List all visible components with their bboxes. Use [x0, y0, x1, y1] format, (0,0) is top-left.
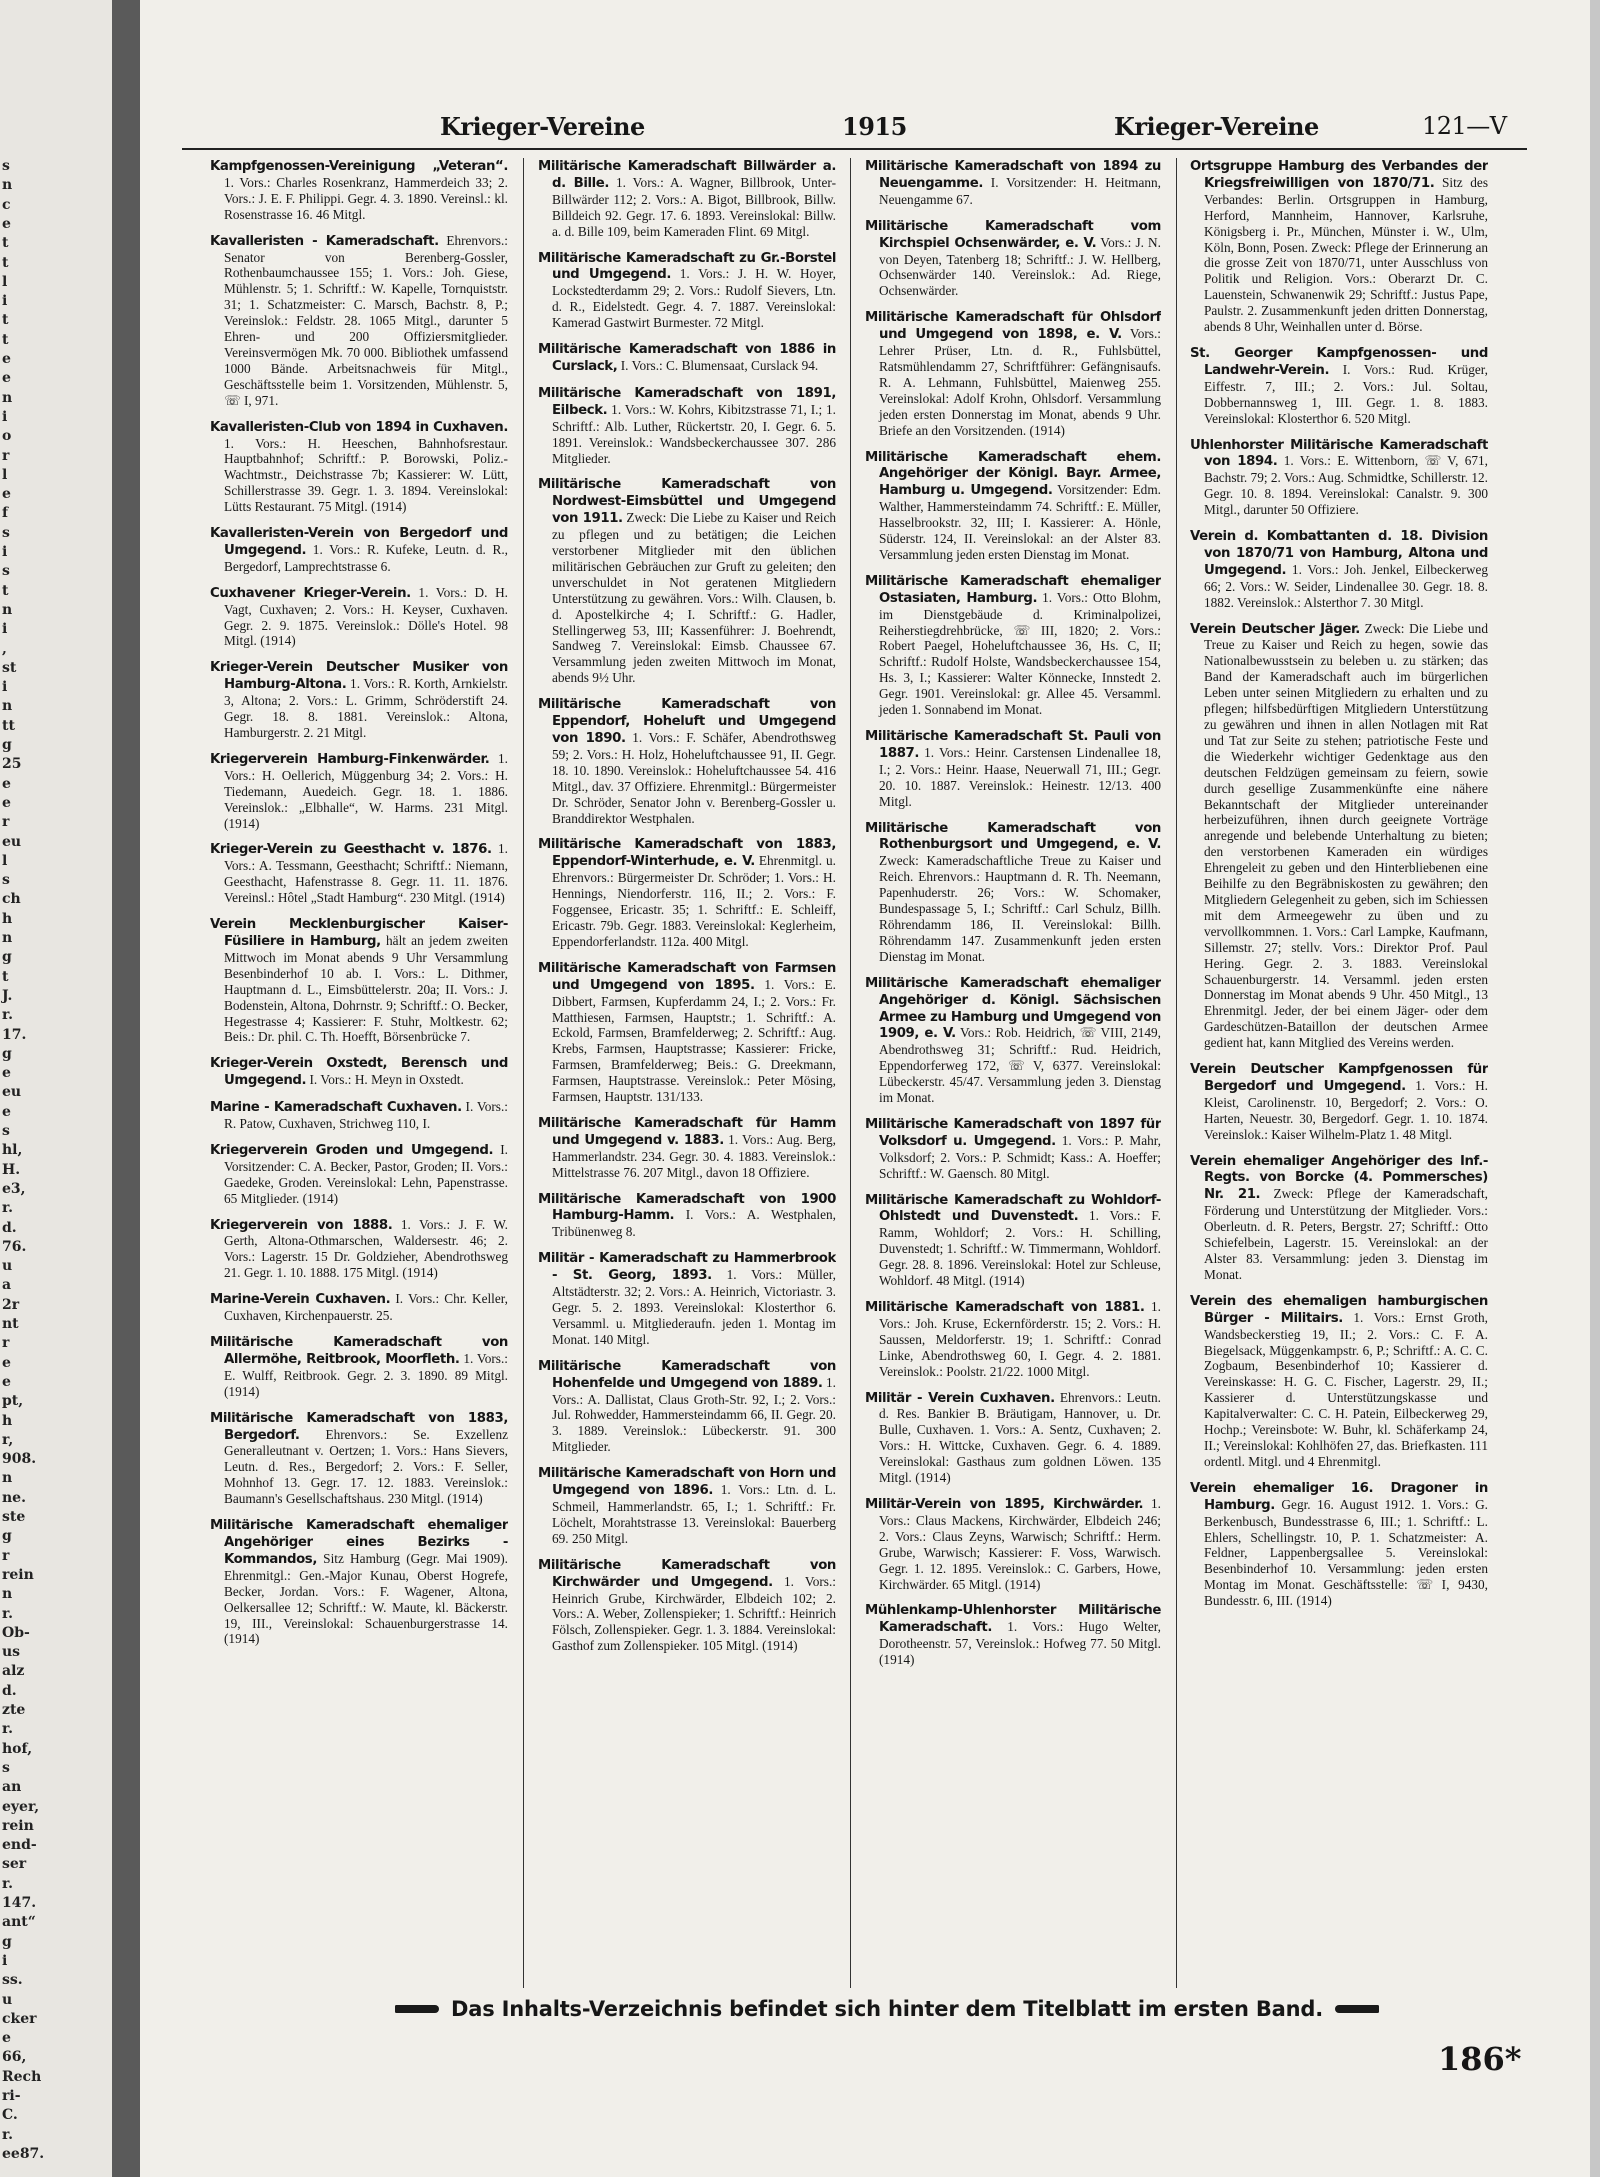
- strip-fragment: e: [2, 1373, 11, 1390]
- strip-fragment: r: [2, 1335, 10, 1352]
- strip-fragment: e: [2, 486, 11, 503]
- column-divider: [850, 158, 851, 1988]
- entry-text: I. Vorsitzender: H. Heitmann, Neuengamme 67.: [879, 174, 1161, 207]
- entry-title: Militärische Kameradschaft von 1883, Bergedorf.: [210, 1410, 508, 1443]
- entry-text: Ehrenvors.: Senator von Berenberg-Gossler, Rothenbaumchaussee 155; 1. Vors.: Joh. Giese, Mühlenstr. 5; 1. Schriftf.: W. Kapelle, Tornquiststr. 31; 1. Schatzmeister: C. Marsch, Bachstr. 8, P.; Vereinslok.: Feldstr. 28. 1065 Mitgl., darunter 5 Ehren- und 200 Offiziersmitglieder. Vereinsvermögen Mk. 70 000. Bibliothek umfassend 1000 Bände. Arbeitsnachweis für Mitgl., Geschäftsstelle beim 1. Vorsitzenden, Mühlenstr. 5, ☏ I, 971.: [224, 232, 508, 408]
- entry-title: Verein Deutscher Kampfgenossen für Bergedorf und Umgegend.: [1190, 1062, 1488, 1094]
- column-divider: [523, 158, 524, 1988]
- entry-text: Vors.: J. N. von Deyen, Tatenberg 18; Schriftf.: J. W. Hellberg, Ochsenwärder 140. Vereinslok.: Ad. Riege, Ochsenwärder.: [879, 234, 1161, 299]
- directory-entry: [1190, 1293, 1488, 1470]
- directory-entry: [538, 836, 836, 949]
- directory-entry: [210, 1291, 508, 1324]
- directory-entry: [538, 1557, 836, 1654]
- entry-text: 1. Vors.: H. Heeschen, Bahnhofsrestaur. Hauptbahnhof; Schriftf.: P. Borowski, Poliz.-Wachtmstr., Deichstrasse 7b; Kassierer: W. Lütt, Schillerstrasse 39. Gegr. 1. 3. 1894. Vereinslokal: Lütts Restaurant. 75 Mitgl. (1914): [224, 435, 508, 515]
- entry-text: 1. Vors.: Müller, Altstädterstr. 32; 2. Vors.: A. Heinrich, Victoriastr. 3. Gegr. 5. 2. 1893. Vereinslokal: Klosterthor 6. Versamml. u. Mitgliederaufn. jeden 1. Montag im Monat. 140 Mitgl.: [552, 1267, 836, 1347]
- directory-entry: [538, 1115, 836, 1181]
- directory-entry: [538, 250, 836, 332]
- entry-title: Militärische Kameradschaft für Hamm und Umgegend v. 1883.: [538, 1115, 836, 1148]
- directory-entry: [210, 1099, 508, 1132]
- entry-title: Militär - Verein Cuxhaven.: [865, 1390, 1055, 1406]
- entry-text: I. Vors.: R. Patow, Cuxhaven, Strichweg 110, I.: [224, 1099, 508, 1132]
- strip-fragment: s: [2, 524, 10, 541]
- strip-fragment: an: [2, 1779, 22, 1796]
- strip-fragment: i: [2, 1952, 8, 1969]
- strip-fragment: g: [2, 1933, 12, 1950]
- entry-title: Kavalleristen-Club von 1894 in Cuxhaven.: [210, 419, 508, 435]
- strip-fragment: st: [2, 659, 17, 676]
- directory-entry: [865, 573, 1161, 718]
- entry-text: 1. Vors.: Claus Mackens, Kirchwärder, Elbdeich 246; 2. Vors.: Claus Zeyns, Warwisch; Schriftf.: Herm. Grube, Warwisch; Kassierer: F. Voss, Warwisch. Gegr. 1. 12. 1895. Vereinslok.: C. Garbers, Howe, Kirchwärder. 65 Mitgl. (1914): [879, 1495, 1161, 1592]
- strip-fragment: r.: [2, 1875, 13, 1892]
- entry-title: Militärische Kameradschaft zu Gr.-Borstel und Umgegend.: [538, 250, 836, 283]
- strip-fragment: rein: [2, 1566, 34, 1583]
- strip-fragment: hl,: [2, 1142, 23, 1159]
- strip-fragment: e: [2, 1065, 11, 1082]
- strip-fragment: 76.: [2, 1238, 27, 1255]
- entry-text: 1. Vors.: E. Dibbert, Farmsen, Kupferdamm 24, I.; 2. Vors.: Fr. Matthiesen, Farmsen, Hauptstr.; 1. Schriftf.: A. Eckold, Farmsen, Bramfelderweg; 2. Schriftf.: Aug. Krebs, Farmsen, Hauptstrasse; Kassierer: Fricke, Farmsen, Bramfelderweg; Beis.: G. Dreekmann, Farmsen, Hauptstrasse. Vereinslok.: Peter Mösing, Farmsen, Hauptstr. 131/133.: [552, 976, 836, 1105]
- entry-text: I. Vors.: H. Meyn in Oxstedt.: [306, 1072, 464, 1088]
- entry-text: 1. Vors.: Ltn. d. L. Schmeil, Hammerlandstr. 65, I.; 1. Schriftf.: Fr. Löchelt, Morahtstrasse 13. Vereinslokal: Bauerberg 69. 250 Mitgl.: [552, 1482, 836, 1546]
- strip-fragment: i: [2, 621, 8, 638]
- strip-fragment: e: [2, 351, 11, 367]
- strip-fragment: ne.: [2, 1489, 26, 1506]
- strip-fragment: r: [2, 447, 10, 464]
- entry-title: Militärische Kameradschaft für Ohlsdorf und Umgegend von 1898, e. V.: [865, 310, 1161, 343]
- entry-title: Militärische Kameradschaft von Hohenfelde und Umgegend von 1889.: [538, 1358, 836, 1391]
- strip-fragment: r: [2, 1547, 10, 1564]
- directory-entry: [210, 916, 508, 1045]
- page-number: 186*: [1438, 2040, 1522, 2078]
- strip-fragment: i: [2, 679, 8, 696]
- strip-fragment: r.: [2, 1605, 13, 1622]
- strip-fragment: u: [2, 1991, 13, 2008]
- entry-text: 1. Vors.: A. Tessmann, Geesthacht; Schriftf.: Niemann, Geesthacht, Hafenstrasse 8. Gegr. 11. 11. 1876. Vereinsl.: Hôtel „Stadt Hamburg“. 230 Mitgl. (1914): [224, 841, 508, 906]
- strip-fragment: s: [2, 1759, 10, 1776]
- entry-text: 1. Vors.: Joh. Jenkel, Eilbeckerweg 66; 2. Vors.: W. Seider, Lindenallee 30. Gegr. 18. 8. 1882. Vereinslok.: Alsterthor 7. 30 Mitgl.: [1204, 561, 1488, 610]
- entry-text: 1. Vors.: E. Wittenborn, ☏ V, 671, Bachstr. 79; 2. Vors.: Aug. Schmidtke, Schillerstr. 12. Gegr. 10. 8. 1894. Vereinslokal: Canalstr. 9. 300 Mitgl., darunter 50 Offiziere.: [1204, 453, 1488, 518]
- entry-title: Uhlenhorster Militärische Kameradschaft von 1894.: [1190, 437, 1488, 470]
- strip-fragment: h: [2, 1412, 13, 1429]
- entry-title: Militärische Kameradschaft ehemaliger Angehöriger d. Königl. Sächsischen Armee zu Hamburg und Umgegend von 1909, e. V.: [865, 975, 1161, 1042]
- strip-fragment: e: [2, 775, 11, 792]
- strip-fragment: g: [2, 949, 12, 966]
- strip-fragment: e: [2, 1103, 11, 1120]
- entry-text: 1. Vors.: A. Dallistat, Claus Groth-Str. 92, I.; 2. Vors.: Jul. Rohwedder, Hammersteindamm 66, II. Gegr. 20. 3. 1889. Vereinslok.: Lübeckerstr. 91. 300 Mitglieder.: [552, 1374, 836, 1455]
- entry-title: Militärische Kameradschaft von 1891, Eilbeck.: [538, 385, 836, 418]
- entry-title: Militärische Kameradschaft von 1900 Hamburg-Hamm.: [538, 1191, 836, 1224]
- strip-fragment: ste: [2, 1509, 26, 1525]
- strip-fragment: ee87.: [2, 2145, 45, 2162]
- strip-fragment: eu: [2, 833, 22, 850]
- entry-title: Krieger-Verein Oxstedt, Berensch und Umgegend.: [210, 1056, 508, 1089]
- entry-title: Militärische Kameradschaft zu Wohldorf-Ohlstedt und Duvenstedt.: [865, 1192, 1161, 1225]
- entry-title: Militärische Kameradschaft von 1881.: [865, 1300, 1145, 1315]
- directory-entry: [865, 728, 1161, 810]
- entry-title: Militärische Kameradschaft von Allermöhe, Reitbrook, Moorfleth.: [210, 1335, 508, 1367]
- directory-entry: [865, 1192, 1161, 1289]
- directory-entry: [210, 525, 508, 575]
- directory-entry: [1190, 345, 1488, 427]
- strip-fragment: e: [2, 215, 11, 232]
- strip-fragment: nt: [2, 1316, 19, 1332]
- directory-entry: [865, 820, 1161, 965]
- entry-text: 1. Vors.: H. Oellerich, Müggenburg 34; 2. Vors.: H. Tiedemann, Auedeich. Gegr. 18. 1. 1886. Vereinslok.: „Elbhalle“, W. Harms. 231 Mitgl. (1914): [224, 750, 508, 831]
- directory-entry: [1190, 158, 1488, 335]
- strip-fragment: r.: [2, 1007, 13, 1024]
- entry-text: I. Vorsitzender: C. A. Becker, Pastor, Groden; II. Vors.: Gaedeke, Groden. Vereinslokal: Lehn, Papenstrasse. 65 Mitglieder. (1914): [224, 1141, 508, 1206]
- directory-entry: [865, 449, 1161, 563]
- column-2: [538, 158, 836, 1988]
- strip-fragment: ,: [2, 640, 7, 657]
- strip-fragment: d.: [2, 1682, 17, 1699]
- strip-fragment: zte: [2, 1702, 26, 1718]
- entry-text: 1. Vors.: Heinr. Carstensen Lindenallee 18, I.; 2. Vors.: Heinr. Haase, Neuerwall 71, III.; Gegr. 20. 10. 1887. Vereinslok.: Heinestr. 12/13. 400 Mitgl.: [879, 744, 1161, 809]
- entry-title: St. Georger Kampfgenossen- und Landwehr-Verein.: [1190, 345, 1488, 378]
- strip-fragment: e: [2, 2030, 11, 2047]
- strip-fragment: 908.: [2, 1451, 37, 1468]
- directory-entry: [210, 1217, 508, 1282]
- strip-fragment: eyer,: [2, 1798, 40, 1815]
- pointing-hand-icon: [1335, 2002, 1379, 2016]
- directory-entry: [538, 1358, 836, 1455]
- directory-entry: [210, 419, 508, 515]
- entry-text: 1. Vors.: Otto Blohm, im Dienstgebäude d. Kriminalpolizei, Reiherstiegdrehbrücke, ☏ III, 1820; 2. Vors.: Robert Paegel, Hoheluftchaussee 36, Hs. C, II; Schriftf.: Rudolf Holste, Wandsbeckerchaussee 154, Hs. 3, I.; Kassierer: Walter Könnecke, Innstedt 2. Gegr. 1901. Vereinslokal: gr. Allee 45. Versamml. jeden 1. Sonnabend im Monat.: [879, 589, 1161, 718]
- entry-text: Vors.: Lehrer Prüser, Ltn. d. R., Fuhlsbüttel, Ratsmühlendamm 27, Schriftführer: Gefängnisaufs. R. A. Lehmann, Fuhlsbüttel, Maienweg 255. Vereinslokal: Adolf Krohn, Ohlsdorf. Versammlung jeden ersten Donnerstag im Monat, abends 9 Uhr. Briefe an den Vorsitzenden. (1914): [879, 326, 1161, 438]
- entry-title: Militärische Kameradschaft von Horn und Umgegend von 1896.: [538, 1466, 836, 1499]
- entry-title: Militärische Kameradschaft von 1883, Eppendorf-Winterhude, e. V.: [538, 837, 836, 870]
- strip-fragment: t: [2, 235, 9, 252]
- strip-fragment: H.: [2, 1161, 21, 1178]
- strip-fragment: h: [2, 910, 13, 927]
- strip-fragment: ri-: [2, 2088, 21, 2104]
- directory-entry: [865, 309, 1161, 438]
- column-4: [1190, 158, 1488, 1988]
- directory-entry: [538, 1465, 836, 1547]
- directory-entry: [538, 158, 836, 240]
- directory-entry: [865, 1496, 1161, 1592]
- document-page: [140, 0, 1600, 2177]
- entry-title: Krieger-Verein Deutscher Musiker von Hamburg-Altona.: [210, 660, 508, 693]
- entry-title: Militärische Kameradschaft von Nordwest-Eimsbüttel und Umgegend von 1911.: [538, 477, 836, 527]
- entry-title: Ortsgruppe Hamburg des Verbandes der Kriegsfreiwilligen von 1870/71.: [1190, 159, 1488, 191]
- strip-fragment: g: [2, 737, 12, 753]
- directory-entry: [538, 696, 836, 826]
- strip-fragment: n: [2, 930, 13, 946]
- entry-text: 1. Vors.: H. Kleist, Carolinenstr. 10, Bergedorf; 2. Vors.: O. Harten, Neuestr. 30, Bergedorf. Gegr. 1. 10. 1874. Vereinslok.: Kaiser Wilhelm-Platz 1. 48 Mitgl.: [1204, 1077, 1488, 1142]
- entry-title: Militärische Kameradschaft ehemaliger Ostasiaten, Hamburg.: [865, 573, 1161, 606]
- strip-fragment: us: [2, 1644, 21, 1661]
- directory-entry: [865, 218, 1161, 300]
- entry-text: 1. Vors.: Joh. Kruse, Eckernförderstr. 15; 2. Vors.: H. Saussen, Meldorferstr. 19; 1. Schriftf.: Conrad Linke, Abendrothsweg 60, I. Gegr. 4. 2. 1881. Vereinslok.: Poolstr. 21/22. 1000 Mitgl.: [879, 1299, 1161, 1379]
- strip-fragment: l: [2, 466, 8, 483]
- strip-fragment: r,: [2, 1431, 14, 1448]
- strip-fragment: cker: [2, 2010, 37, 2027]
- entry-title: Militärische Kameradschaft von 1886 in Curslack,: [538, 342, 836, 374]
- adjacent-page-strip: [0, 0, 112, 2177]
- entry-text: 1. Vors.: E. Wulff, Reitbrook. Gegr. 2. 3. 1890. 89 Mitgl. (1914): [224, 1350, 508, 1399]
- directory-entry: [210, 841, 508, 906]
- entry-title: Militärische Kameradschaft St. Pauli von 1887.: [865, 729, 1161, 761]
- header-year: 1915: [842, 112, 907, 141]
- strip-fragment: r: [2, 814, 10, 831]
- entry-text: 1. Vors.: R. Kufeke, Leutn. d. R., Bergedorf, Lamprechtstrasse 6.: [224, 541, 508, 574]
- directory-entry: [538, 1250, 836, 1347]
- strip-fragment: r.: [2, 1721, 13, 1738]
- strip-fragment: n: [2, 698, 13, 715]
- footer-text: Das Inhalts-Verzeichnis befindet sich hinter dem Titelblatt im ersten Band.: [451, 1997, 1324, 2021]
- directory-entry: [865, 158, 1161, 208]
- strip-fragment: t: [2, 968, 9, 985]
- strip-fragment: d.: [2, 1219, 17, 1236]
- directory-entry: [210, 1142, 508, 1207]
- directory-entry: [1190, 1480, 1488, 1609]
- entry-text: I. Vors.: A. Westphalen, Tribünenweg 8.: [552, 1207, 836, 1240]
- entry-title: Marine - Kameradschaft Cuxhaven.: [210, 1100, 462, 1116]
- strip-fragment: pt,: [2, 1393, 24, 1410]
- strip-fragment: 66,: [2, 2049, 27, 2066]
- entry-title: Militärische Kameradschaft von Farmsen und Umgegend von 1895.: [538, 960, 836, 993]
- entry-text: Sitz des Verbandes: Berlin. Ortsgruppen in Hamburg, Herford, Mannheim, Hannover, Karlsruhe, Königsberg i. Pr., München, Münster i. W., Ulm, Köln, Bonn, Posen. Zweck: Pflege der Erinnerung an die grosse Zeit von 1870/71, unter Ausschluss von Politik und Religion. Vors.: Oberarzt Dr. C. Lauenstein, Schwanenwik 29; Schriftf.: Justus Pape, Paulstr. 2. Zusammenkunft jeden dritten Donnerstag, abends 8 Uhr, Weinhallen unter d. Börse.: [1204, 174, 1488, 335]
- entry-title: Kavalleristen - Kameradschaft.: [210, 233, 439, 249]
- strip-fragment: f: [2, 505, 9, 522]
- entry-text: 1. Vors.: F. Ramm, Wohldorf; 2. Vors.: H. Schilling, Duvenstedt; 1. Schriftf.: W. Timmermann, Wohldorf. Gegr. 28. 8. 1896. Vereinslokal: Hotel zur Schleuse, Wohldorf. 48 Mitgl. (1914): [879, 1208, 1161, 1289]
- directory-entry: [538, 1191, 836, 1241]
- strip-fragment: l: [2, 273, 8, 290]
- strip-fragment: n: [2, 389, 13, 406]
- entry-text: 1. Vors.: Aug. Berg, Hammerlandstr. 234. Gegr. 30. 4. 1883. Vereinslok.: Mittelstrasse 76. 207 Mitgl., davon 18 Offiziere.: [552, 1131, 836, 1180]
- strip-fragment: n: [2, 601, 13, 618]
- strip-fragment: t: [2, 331, 9, 348]
- strip-fragment: s: [2, 563, 10, 580]
- strip-fragment: ant“: [2, 1914, 36, 1931]
- entry-text: Ehrenvors.: Se. Exzellenz Generalleutnant v. Oertzen; 1. Vors.: Hans Sievers, Leutn. d. Res., Bergedorf; 2. Vors.: F. Seller, Mohnhof 13. Gegr. 17. 12. 1883. Vereinslok.: Baumann's Gesellschaftshaus. 230 Mitgl. (1914): [224, 1426, 508, 1507]
- directory-entry: [210, 233, 508, 409]
- directory-entry: [865, 1602, 1161, 1668]
- header-left: Krieger-Vereine: [440, 112, 645, 141]
- strip-fragment: ch: [2, 891, 21, 908]
- entry-text: Sitz Hamburg (Gegr. Mai 1909). Ehrenmitgl.: Gen.-Major Kunau, Oberst Hogrefe, Becker, Jordan. Vors.: F. Wagener, Altona, Oelkersallee 12; Schriftf.: W. Maute, kl. Bäckerstr. 19, III., Vereinslokal: Schauenburgerstrasse 14. (1914): [224, 1550, 508, 1647]
- strip-fragment: e: [2, 794, 11, 811]
- strip-fragment: t: [2, 312, 9, 329]
- entry-title: Verein d. Kombattanten d. 18. Division von 1870/71 von Hamburg, Altona und Umgegend.: [1190, 529, 1488, 578]
- entry-title: Militärische Kameradschaft von Eppendorf, Hoheluft und Umgegend von 1890.: [538, 697, 836, 746]
- entry-text: 1. Vors.: Heinrich Grube, Kirchwärder, Elbdeich 102; 2. Vors.: A. Weber, Zollenspieker; 1. Schriftf.: Heinrich Fölsch, Zollenspieker. Gegr. 1. 3. 1884. Vereinslokal: Gasthof zum Zollenspieker. 105 Mitgl. (1914): [552, 1573, 836, 1654]
- strip-fragment: J.: [2, 987, 13, 1004]
- entry-text: 1. Vors.: A. Wagner, Billbrook, Unter-Billwärder 112; 2. Vors.: A. Bigot, Billbrook, Billw. Billdeich 92. Gegr. 17. 6. 1893. Vereinslokal: Billw. a. d. Bille 109, beim Kameraden Flint. 69 Mitgl.: [552, 174, 836, 239]
- strip-fragment: ser: [2, 1856, 27, 1873]
- entry-text: Zweck: Pflege der Kameradschaft, Förderung und Unterstützung der Mitglieder. Vors.: Oberleutn. d. R. Peters, Bergstr. 27; Schriftf.: Otto Schiefelbein, Lagerstr. 15. Vereinslokal: an der Alster 83. Versammlung: jeden 3. Dienstag im Monat.: [1204, 1186, 1488, 1282]
- strip-fragment: e: [2, 370, 11, 387]
- entry-text: 1. Vors.: Charles Rosenkranz, Hammerdeich 33; 2. Vors.: J. E. F. Philippi. Gegr. 4. 3. 1890. Vereinsl.: kl. Rosenstrasse 16. 46 Mitgl.: [224, 174, 508, 222]
- directory-entry: [1190, 437, 1488, 519]
- strip-fragment: i: [2, 408, 8, 425]
- header-page: 121—V: [1422, 112, 1507, 140]
- entry-text: 1. Vors.: P. Mahr, Volksdorf; 2. Vors.: P. Schmidt; Kass.: A. Hoeffer; Schriftf.: W. Gaensch. 80 Mitgl.: [879, 1132, 1161, 1181]
- strip-fragment: l: [2, 852, 8, 869]
- entry-title: Cuxhavener Krieger-Verein.: [210, 585, 411, 601]
- entry-text: Ehrenvors.: Leutn. d. Res. Bankier B. Bräutigam, Hannover, u. Dr. Bulle, Cuxhaven. 1. Vors.: A. Sentz, Cuxhaven; 2. Vors.: H. Wittcke, Cuxhaven. Gegr. 6. 4. 1889. Vereinslokal: Gasthaus zum goldnen Löwen. 135 Mitgl. (1914): [879, 1389, 1161, 1486]
- directory-entry: [1190, 1153, 1488, 1283]
- strip-fragment: i: [2, 544, 8, 560]
- entry-text: I. Vors.: Chr. Keller, Cuxhaven, Kirchenpauerstr. 25.: [224, 1291, 508, 1324]
- entry-title: Militärische Kameradschaft von Kirchwärder und Umgegend.: [538, 1557, 836, 1590]
- directory-entry: [210, 1517, 508, 1647]
- directory-entry: [210, 659, 508, 741]
- strip-fragment: s: [2, 1123, 10, 1139]
- entry-title: Militärische Kameradschaft von Rothenburgsort und Umgegend, e. V.: [865, 820, 1161, 853]
- entry-title: Kavalleristen-Verein von Bergedorf und Umgegend.: [210, 526, 508, 558]
- entry-text: Zweck: Kameradschaftliche Treue zu Kaiser und Reich. Ehrenvors.: Hauptmann d. R. Th. Neemann, Papenhuderstr. 26; Vors.: W. Schomaker, Bundespassage 5, I.; Schriftf.: Carl Schulz, Billh. Röhrendamm 186, II. Vereinslokal: Billh. Röhrendamm 147. Zusammenkunft jeden ersten Dienstag im Monat.: [879, 853, 1161, 964]
- column-3: [865, 158, 1161, 1988]
- page-edge: [1590, 0, 1600, 2177]
- directory-entry: [210, 1055, 508, 1089]
- directory-entry: [865, 1390, 1161, 1486]
- entry-text: 1. Vors.: W. Kohrs, Kibitzstrasse 71, I.; 1. Schriftf.: Alb. Luther, Rückertstr. 20, I. Gegr. 6. 5. 1891. Vereinslok.: Wandsbeckerchaussee 307. 286 Mitglieder.: [552, 401, 836, 466]
- entry-text: 1. Vors.: F. Schäfer, Abendrothsweg 59; 2. Vors.: H. Holz, Hoheluftchaussee 91, II. Gegr. 18. 10. 1890. Vereinslok.: Hoheluftchaussee 54. 416 Mitgl., dav. 37 Offiziere. Ehrenmitgl.: Bürgermeister Dr. Schröder, Senator John v. Berenberg-Gossler u. Branddirektor Westphalen.: [552, 730, 836, 826]
- strip-fragment: t: [2, 582, 9, 599]
- strip-fragment: n: [2, 1470, 13, 1487]
- entry-text: 1. Vors.: Hugo Welter, Dorotheenstr. 57, Vereinslok.: Hofweg 77. 50 Mitgl. (1914): [879, 1619, 1161, 1668]
- entry-title: Militär-Verein von 1895, Kirchwärder.: [865, 1496, 1144, 1512]
- strip-fragment: 17.: [2, 1026, 27, 1043]
- entry-title: Kriegerverein Hamburg-Finkenwärder.: [210, 751, 490, 767]
- directory-entry: [1190, 528, 1488, 611]
- entry-text: 1. Vors.: R. Korth, Arnkielstr. 3, Altona; 2. Vors.: L. Grimm, Schröderstift 24. Gegr. 18. 8. 1881. Vereinslok.: Altona, Hamburgerstr. 2. 21 Mitgl.: [224, 676, 508, 740]
- strip-fragment: Rech: [2, 2068, 42, 2085]
- entry-title: Verein Mecklenburgischer Kaiser-Füsiliere in Hamburg,: [210, 917, 508, 949]
- entry-title: Militärische Kameradschaft von 1897 für Volksdorf u. Umgegend.: [865, 1116, 1161, 1149]
- directory-entry: [210, 585, 508, 650]
- column-divider: [1176, 158, 1177, 1988]
- strip-fragment: g: [2, 1528, 12, 1545]
- directory-entry: [538, 476, 836, 686]
- entry-text: I. Vors.: Rud. Krüger, Eiffestr. 7, III.; 2. Vors.: Jul. Soltau, Dobbernannsweg 1, III. Gegr. 1. 8. 1883. Vereinslokal: Klosterthor 6. 520 Mitgl.: [1204, 361, 1488, 426]
- entry-text: 1. Vors.: D. H. Vagt, Cuxhaven; 2. Vors.: H. Keyser, Cuxhaven. Gegr. 2. 9. 1875. Vereinslok.: Dölle's Hotel. 98 Mitgl. (1914): [224, 584, 508, 649]
- entry-title: Kriegerverein Groden und Umgegend.: [210, 1142, 494, 1158]
- strip-fragment: end-: [2, 1837, 37, 1854]
- strip-fragment: 147.: [2, 1895, 37, 1911]
- entry-title: Verein ehemaliger 16. Dragoner in Hamburg.: [1190, 1480, 1488, 1513]
- entry-text: Gegr. 16. August 1912. 1. Vors.: G. Berkenbusch, Bundesstrasse 6, III.; 1. Schriftf.: L. Ehlers, Schellingstr. 10, P. 1. Schatzmeister: A. Feldner, Lappenbergsallee 5. Vereinslokal: Besenbinderhof 10. Versammlung: jeden ersten Montag im Monat. Geschäftsstelle: ☏ I, 9430, Bundesstr. 6, III. (1914): [1204, 1496, 1488, 1609]
- strip-fragment: tt: [2, 717, 15, 734]
- strip-fragment: r.: [2, 1200, 13, 1217]
- strip-fragment: eu: [2, 1084, 22, 1101]
- entry-text: I. Vors.: C. Blumensaat, Curslack 94.: [617, 357, 819, 373]
- directory-entry: [865, 975, 1161, 1106]
- directory-entry: [210, 751, 508, 832]
- entry-title: Militärische Kameradschaft ehem. Angehöriger der Königl. Bayr. Armee, Hamburg u. Umgegend.: [865, 449, 1161, 499]
- entry-title: Militär - Kameradschaft zu Hammerbrook - St. Georg, 1893.: [538, 1251, 836, 1284]
- strip-fragment: ss.: [2, 1972, 23, 1989]
- strip-fragment: Ob-: [2, 1624, 30, 1641]
- entry-title: Verein des ehemaligen hamburgischen Bürger - Militairs.: [1190, 1293, 1488, 1326]
- header-rule: [182, 148, 1527, 150]
- strip-fragment: i: [2, 293, 8, 310]
- entry-title: Mühlenkamp-Uhlenhorster Militärische Kameradschaft.: [865, 1603, 1161, 1636]
- column-1: [210, 158, 508, 1988]
- strip-fragment: t: [2, 254, 9, 271]
- entry-text: Ehrenmitgl. u. Ehrenvors.: Bürgermeister Dr. Schröder; 1. Vors.: H. Hennings, Niendorferstr. 116, II.; 2. Vors.: F. Foggensee, Ericastr. 35; 1. Schriftf.: E. Schleiff, Ericastr. 79b. Gegr. 1883. Vereinslokal: Keglerheim, Eppendorferlandstr. 112a. 400 Mitgl.: [552, 853, 836, 949]
- strip-fragment: 2r: [2, 1296, 20, 1313]
- directory-entry: [210, 1410, 508, 1507]
- strip-fragment: s: [2, 872, 10, 889]
- entry-title: Militärische Kameradschaft vom Kirchspiel Ochsenwärder, e. V.: [865, 218, 1161, 251]
- entry-title: Verein ehemaliger Angehöriger des Inf.-Regts. von Borcke (4. Pommersches) Nr. 21.: [1190, 1153, 1488, 1203]
- strip-fragment: C.: [2, 2107, 18, 2124]
- strip-fragment: e3,: [2, 1180, 26, 1197]
- entry-title: Kampfgenossen-Vereinigung „Veteran“.: [210, 159, 508, 174]
- entry-text: hält an jedem zweiten Mittwoch im Monat abends 9 Uhr Versammlung Besenbinderhof 10 ab. I. Vors.: L. Dithmer, Hauptmann d. L., Eimsbüttelerstr. 20a; II. Vors.: J. Bodenstein, Altona, Dohrnstr. 9; Schriftf.: O. Becker, Hegestrasse 4; Kassierer: F. Stuhr, Moltkestr. 62; Beis.: Dr. phil. C. Th. Hoefft, Börsenbrücke 7.: [224, 932, 508, 1045]
- strip-fragment: u: [2, 1258, 13, 1275]
- directory-entry: [865, 1299, 1161, 1380]
- strip-fragment: c: [2, 196, 11, 213]
- entry-text: Zweck: Die Liebe und Treue zu Kaiser und Reich zu hegen, sowie das Nationalbewusstsein zu beleben u. zu stärken; das Band der Kameradschaft auch im bürgerlichen Leben unter seinen Mitgliedern zu erhalten und zu pflegen; hilfsbedürftigen Mitgliedern Unterstützung zu gewähren und ihnen in allen Notlagen mit Rat und Tat zur Seite zu stehen; patriotische Feste und die Wiederkehr wichtiger Gedenktage aus den deutschen Feldzügen gemeinsam zu feiern, sowie durch gesellige Zusammenkünfte eine nähere Bekanntschaft der Mitglieder untereinander herbeizuführen, ihnen durch geeignete Vorträge anregende und belebende Unterhaltung zu bieten; den verstorbenen Kameraden ein würdiges Ehrengeleit zu geben und den Hinterbliebenen eine Beihilfe zu den Begräbniskosten zu gewähren; den Mitgliedern Gelegenheit zu geben, sich im Schiessen mit dem Armeegewehr zu üben und zu vervollkommnen. 1. Vors.: Carl Lampke, Kaufmann, Sillemstr. 27; stellv. Vors.: Direktor Prof. Paul Hering. Gegr. 2. 3. 1883. Vereinslokal Schauenburgerstr. 14. Versamml. jeden ersten Donnerstag im Monat abends 9 Uhr. 450 Mitgl., 13 Ehrenmitgl. Jeder, der bei einem Jäger- oder dem Gardeschützen-Bataillon der deutschen Armee gedient hat, kann Mitglied des Vereins werden.: [1204, 620, 1488, 1051]
- strip-fragment: 25: [2, 756, 22, 773]
- directory-entry: [1190, 621, 1488, 1051]
- entry-title: Militärische Kameradschaft ehemaliger Angehöriger eines Bezirks - Kommandos,: [210, 1518, 508, 1567]
- header-right: Krieger-Vereine: [1114, 112, 1319, 141]
- strip-fragment: n: [2, 177, 13, 194]
- entry-title: Kriegerverein von 1888.: [210, 1217, 393, 1233]
- strip-fragment: s: [2, 158, 10, 174]
- entry-text: 1. Vors.: Ernst Groth, Wandsbeckerstieg 19, II.; 2. Vors.: C. F. A. Biegelsack, Müggenkampstr. 6, P.; Schriftf.: A. C. C. Zogbaum, Besenbinderhof 10; Kassierer d. Vereinskasse: H. G. C. Fischer, Lagerstr. 29, II.; Kassierer d. Unterstützungskasse und Kapitalverwalter: C. C. H. Patein, Eilbeckerweg 29, Hochp.; Vereinsbote: W. Buhr, kl. Schäferkamp 24, II.; Vereinslokal: Kohlhöfen 27, das. Briefkasten. 111 ordentl. Mitgl. und 4 Ehrenmitgl.: [1204, 1309, 1488, 1469]
- entry-title: Krieger-Verein zu Geesthacht v. 1876.: [210, 842, 492, 858]
- entry-title: Militärische Kameradschaft Billwärder a. d. Bille.: [538, 159, 836, 191]
- strip-fragment: n: [2, 1586, 13, 1603]
- strip-fragment: alz: [2, 1663, 25, 1680]
- strip-fragment: o: [2, 428, 12, 445]
- directory-entry: [210, 158, 508, 223]
- directory-entry: [865, 1116, 1161, 1182]
- entry-title: Verein Deutscher Jäger.: [1190, 621, 1360, 637]
- pointing-hand-icon: [395, 2002, 439, 2016]
- footer-note: [395, 1994, 1475, 2024]
- entry-text: Zweck: Die Liebe zu Kaiser und Reich zu pflegen und zu betätigen; die Leichen verstorbener Mitglieder mit den üblichen militärischen Gebräuchen zur Gruft zu geleiten; den unverschuldet in Not geratenen Mitgliedern Unterstützung zu gewähren. Vors.: Wilh. Clausen, b. d. Apostelkirche 4; I. Schriftf.: G. Hadler, Stellingerweg 53, III; Kassenführer: J. Boehrendt, Sandweg 7. Vereinslokal: Eimsb. Chaussee 67. Versammlung jeden zweiten Mittwoch im Monat, abends 9½ Uhr.: [552, 510, 836, 686]
- directory-entry: [538, 341, 836, 375]
- directory-entry: [1190, 1061, 1488, 1143]
- strip-fragment: g: [2, 1045, 12, 1062]
- directory-entry: [538, 385, 836, 467]
- entry-text: 1. Vors.: J. H. W. Hoyer, Lockstedterdamm 29; 2. Vors.: Rudolf Sievers, Ltn. d. R., Eidelstedt. Gegr. 4. 7. 1887. Vereinslokal: Kamerad Gastwirt Burmester. 72 Mitgl.: [552, 266, 836, 331]
- entry-text: 1. Vors.: J. F. W. Gerth, Altona-Othmarschen, Waldersestr. 46; 2. Vors.: Lagerstr. 15 Dr. Goldzieher, Abendrothsweg 21. Gegr. 1. 10. 1888. 175 Mitgl. (1914): [224, 1216, 508, 1281]
- strip-fragment: r.: [2, 2126, 13, 2143]
- directory-entry: [538, 960, 836, 1105]
- strip-fragment: a: [2, 1277, 12, 1294]
- strip-fragment: hof,: [2, 1740, 33, 1757]
- book-gutter: [112, 0, 140, 2177]
- strip-fragment: e: [2, 1354, 11, 1371]
- entry-text: Vors.: Rob. Heidrich, ☏ VIII, 2149, Abendrothsweg 31; Schriftf.: Rud. Heidrich, Eppendorferweg 172, ☏ V, 6377. Vereinslokal: Lübeckerstr. 45/47. Versammlung jeden 3. Dienstag im Monat.: [879, 1025, 1161, 1106]
- strip-fragment: rein: [2, 1817, 34, 1834]
- directory-entry: [210, 1334, 508, 1400]
- entry-text: Vorsitzender: Edm. Walther, Hammersteindamm 74. Schriftf.: E. Müller, Hasselbrookstr. 32, III; I. Kassierer: A. Hönle, Süderstr. 124, II. Vereinslokal: an der Alster 83. Versammlung jeden ersten Dienstag im Monat.: [879, 482, 1161, 562]
- entry-title: Militärische Kameradschaft von 1894 zu Neuengamme.: [865, 159, 1161, 191]
- entry-title: Marine-Verein Cuxhaven.: [210, 1292, 391, 1308]
